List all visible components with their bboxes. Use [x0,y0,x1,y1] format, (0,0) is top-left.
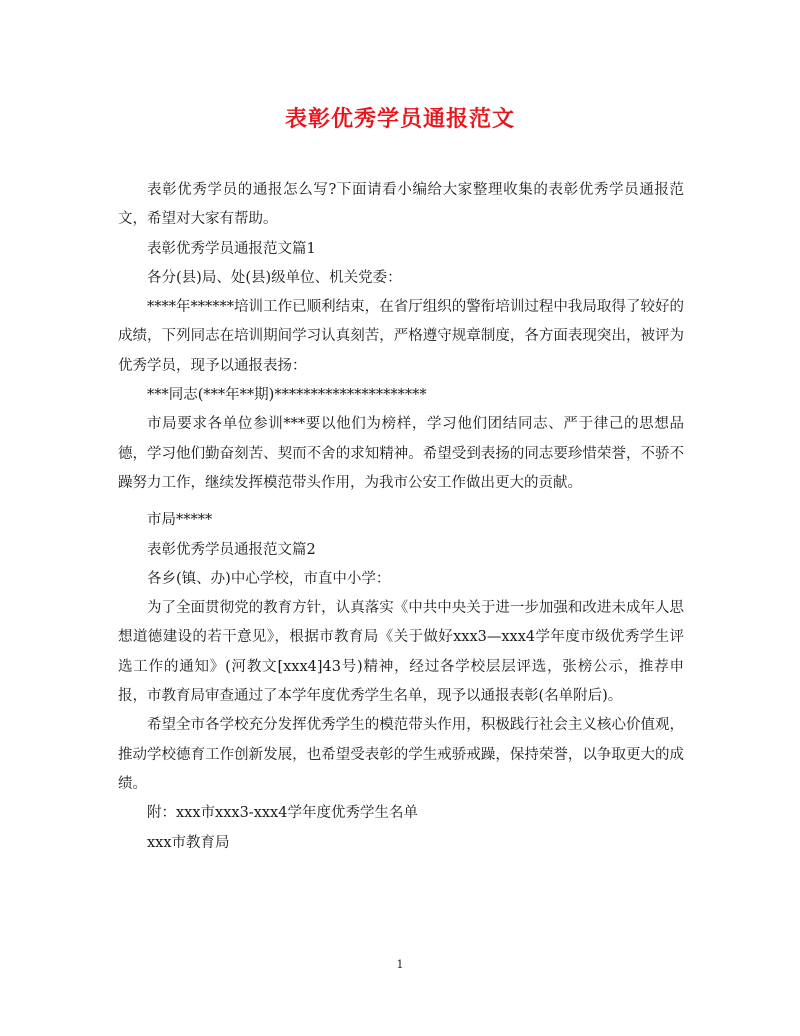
signature-2: xxx市教育局 [147,834,230,851]
attachment-line: 附：xxx市xxx3-xxx4学年度优秀学生名单 [147,805,418,822]
document-body [118,176,684,858]
salutation-1: 各分(县)局、处(县)级单位、机关党委： [147,269,402,286]
honoree-line: ***同志(***年**期)********************* [147,387,427,404]
body-paragraph: 为了全面贯彻党的教育方针，认真落实《中共中央关于进一步加强和改进未成年人思想道德建设的若干意见》，根据市教育局《关于做好xxx3—xxx4学年度市级优秀学生评选工作的通知》(河教文[xxx4]43号)精神，经过各学校层层评选，张榜公示，推荐申报，市教育局审查通过了本学年度优秀学生名单，现予以通报表彰(名单附后)。 [118,600,684,705]
body-paragraph: 市局要求各单位参训***要以他们为榜样，学习他们团结同志、严于律己的思想品德，学习他们勤奋刻苦、契而不舍的求知精神。希望受到表扬的同志要珍惜荣誉，不骄不躁努力工作，继续发挥模范带头作用，为我市公安工作做出更大的贡献。 [118,416,684,491]
section-heading-2: 表彰优秀学员通报范文篇2 [147,541,316,558]
signature-1: 市局***** [147,512,213,529]
intro-paragraph: 表彰优秀学员的通报怎么写?下面请看小编给大家整理收集的表彰优秀学员通报范文，希望对大家有帮助。 [118,182,684,228]
salutation-2: 各乡(镇、办)中心学校，市直中小学： [147,570,391,587]
section-heading-1: 表彰优秀学员通报范文篇1 [147,240,316,257]
body-paragraph: ****年******培训工作已顺利结束，在省厅组织的警衔培训过程中我局取得了较好的成绩，下列同志在培训期间学习认真刻苦，严格遵守规章制度，各方面表现突出，被评为优秀学员，现予以通报表扬： [118,299,684,374]
body-paragraph: 希望全市各学校充分发挥优秀学生的模范带头作用，积极践行社会主义核心价值观，推动学校德育工作创新发展，也希望受表彰的学生戒骄戒躁，保持荣誉，以争取更大的成绩。 [118,717,684,792]
document-title: 表彰优秀学员通报范文 [284,106,515,132]
page-number: 1 [396,958,404,971]
